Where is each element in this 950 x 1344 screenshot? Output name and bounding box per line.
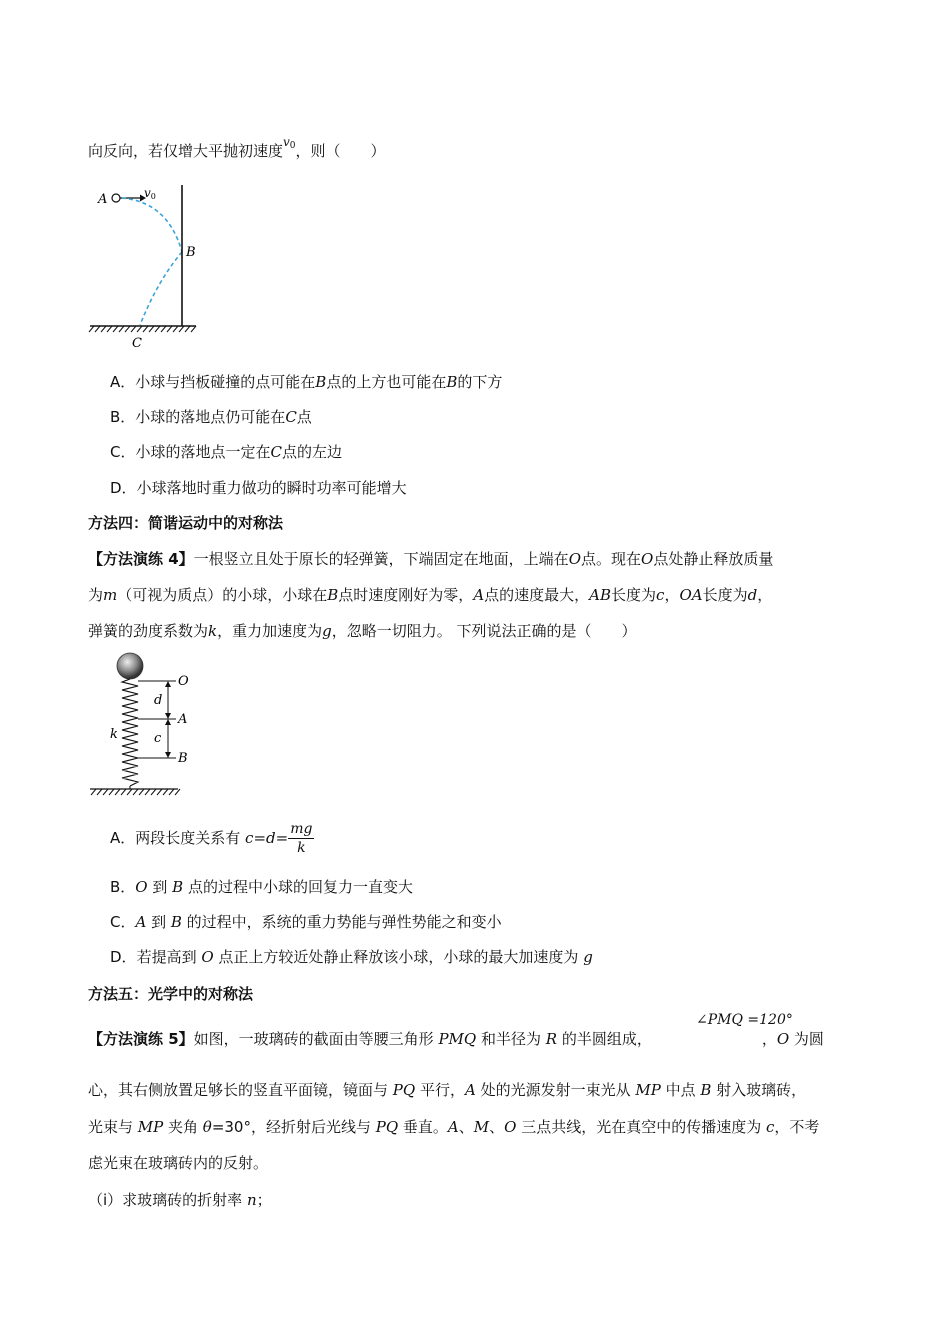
fig-label-B: B bbox=[186, 245, 196, 260]
projectile-figure bbox=[88, 180, 218, 352]
trajectory-after bbox=[140, 252, 182, 325]
method5-heading: 方法五：光学中的对称法 bbox=[88, 985, 254, 1003]
m4-option-a[interactable]: A．两段长度关系有 c=d= $\frac{mg}{k}$ bbox=[110, 821, 313, 856]
fig-label-v0: v0 bbox=[144, 186, 156, 201]
method4-line-2: 为m（可视为质点）的小球，小球在B点时速度刚好为零，A点的速度最大，AB长度为c，OA长度为d， bbox=[88, 586, 773, 604]
method5-line-4: 虑光束在玻璃砖内的反射。 bbox=[88, 1154, 269, 1172]
ball-A bbox=[112, 194, 120, 202]
fig-label-C: C bbox=[132, 336, 142, 351]
fig-label-d: d bbox=[154, 693, 163, 708]
trajectory-before bbox=[122, 198, 182, 252]
fraction-mg-over-k: $\frac{mg}{k}$ bbox=[290, 821, 313, 856]
method5-line-5: （i）求玻璃砖的折射率 n； bbox=[88, 1191, 272, 1209]
method4-heading: 方法四：简谐运动中的对称法 bbox=[88, 514, 284, 532]
m4-option-b[interactable]: B．O 到 B 点的过程中小球的回复力一直变大 bbox=[110, 878, 413, 896]
q3-stem bbox=[88, 135, 386, 165]
method4-line-3: 弹簧的劲度系数为k，重力加速度为g，忽略一切阻力。 下列说法正确的是（ ） bbox=[88, 622, 637, 640]
method5-line-2: 心，其右侧放置足够长的竖直平面镜，镜面与 PQ 平行，A 处的光源发射一束光从 MP 中点 B 射入玻璃砖， bbox=[88, 1081, 807, 1099]
ball bbox=[117, 653, 143, 679]
method5-line-3: 光束与 MP 夹角 θ=30°，经折射后光线与 PQ 垂直。A、M、O 三点共线，光在真空中的传播速度为 c，不考 bbox=[88, 1118, 820, 1136]
spring-coil bbox=[122, 679, 138, 786]
method5-line-1: 【方法演练 5】如图，一玻璃砖的截面由等腰三角形 PMQ 和半径为 R 的半圆组成， ，O 为圆 bbox=[88, 1030, 824, 1048]
v0-symbol: v0 bbox=[283, 135, 296, 151]
fig-label-c: c bbox=[154, 731, 162, 746]
fig-label-B: B bbox=[178, 751, 188, 766]
q3-option-c[interactable]: C．小球的落地点一定在C点的左边 bbox=[110, 443, 342, 461]
q3-option-a[interactable]: A．小球与挡板碰撞的点可能在B点的上方也可能在B的下方 bbox=[110, 373, 503, 391]
q3-stem-text: 向反向，若仅增大平抛初速度 bbox=[88, 142, 284, 160]
m4-option-c[interactable]: C．A 到 B 的过程中，系统的重力势能与弹性势能之和变小 bbox=[110, 913, 502, 931]
q3-stem-end: ，则（ ） bbox=[295, 142, 386, 160]
angle-pmq: ∠PMQ =120° bbox=[696, 1012, 793, 1028]
q3-option-b[interactable]: B．小球的落地点仍可能在C点 bbox=[110, 408, 312, 426]
ground-hatch bbox=[91, 789, 180, 795]
fig-label-A: A bbox=[98, 192, 108, 207]
fig-label-O: O bbox=[178, 674, 189, 689]
ground-hatch bbox=[89, 326, 196, 332]
fig-label-A: A bbox=[178, 712, 188, 727]
spring-figure bbox=[88, 650, 208, 798]
q3-option-d[interactable]: D．小球落地时重力做功的瞬时功率可能增大 bbox=[110, 479, 407, 497]
m4-option-d[interactable]: D．若提高到 O 点正上方较近处静止释放该小球，小球的最大加速度为 g bbox=[110, 948, 593, 966]
method4-line-1: 【方法演练 4】一根竖立且处于原长的轻弹簧，下端固定在地面，上端在O点。现在O点处静止释放质量 bbox=[88, 550, 774, 568]
fig-label-k: k bbox=[110, 727, 118, 742]
